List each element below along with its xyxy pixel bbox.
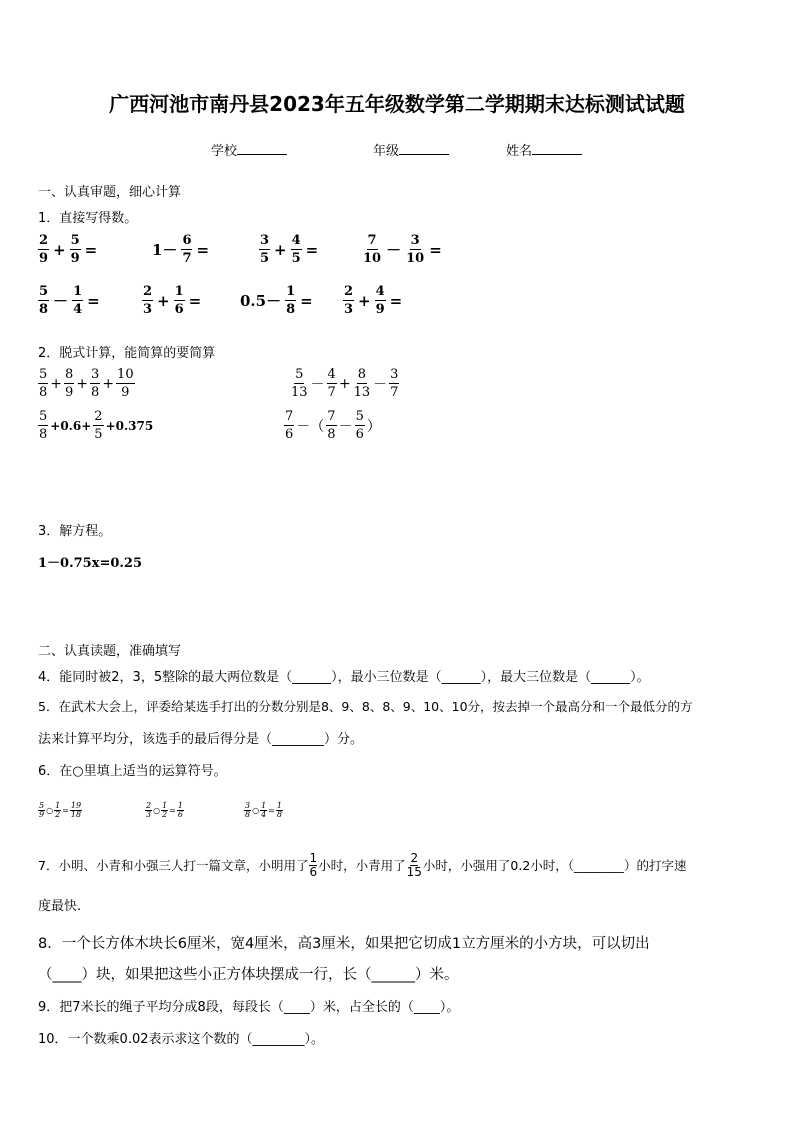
fraction: $\frac{3}{7}$ — [390, 367, 399, 400]
fraction: $\frac{3}{10}$ — [406, 233, 425, 266]
grade-label: 年级 — [373, 144, 400, 159]
q2-expression-4: $\frac{7}{6}$ －（ $\frac{7}{8}$ － $\frac{5}{6}$ ） — [285, 409, 381, 442]
section-1-heading: 一、认真审题，细心计算 — [38, 185, 182, 200]
fraction: $\frac{1}{6}$ — [177, 801, 183, 819]
fraction: $\frac{7}{10}$ — [363, 233, 382, 266]
q8-text-line-1: 8．一个长方体木块长6厘米，宽4厘米，高3厘米，如果把它切成1立方厘米的小方块，可以切出 — [38, 936, 650, 952]
operator-circle[interactable]: ○ — [153, 806, 161, 815]
q8-text-line-2: （____）块，如果把这些小正方体块摆成一行，长（______）米。 — [38, 967, 459, 983]
q6-item-1: $\frac{5}{9}$ ○ $\frac{1}{2}$ = $\frac{19}{18}$ — [39, 801, 82, 819]
fraction: $\frac{5}{8}$ — [39, 367, 48, 400]
q1-item-3: $\frac{3}{5}$ + $\frac{4}{5}$ = — [260, 233, 319, 266]
q1-item-6: $\frac{2}{3}$ + $\frac{1}{6}$ = — [143, 284, 202, 317]
fraction: $\frac{1}{2}$ — [55, 801, 61, 819]
q3-label: 3．解方程。 — [38, 524, 112, 539]
q5-text-line-2: 法来计算平均分，该选手的最后得分是（________）分。 — [38, 732, 364, 747]
fraction: $\frac{1}{8}$ — [286, 284, 296, 317]
q6-label: 6．在○里填上适当的运算符号。 — [38, 764, 227, 779]
fraction: $\frac{1}{4}$ — [261, 801, 267, 819]
fraction: 1 6 — [309, 851, 318, 879]
q1-item-2: 1－ $\frac{6}{7}$ = — [152, 233, 210, 266]
fraction: $\frac{1}{8}$ — [276, 801, 282, 819]
operator-circle[interactable]: ○ — [46, 806, 54, 815]
q6-item-2: $\frac{2}{3}$ ○ $\frac{1}{2}$ = $\frac{1}{6}$ — [146, 801, 183, 819]
q7-text-line-1: 7．小明、小青和小强三人打一篇文章，小明用了 1 6 小时，小青用了 2 15 小时，小强用了0.2小时，（________）的打字速 — [38, 851, 687, 879]
fraction: $\frac{8}{9}$ — [65, 367, 74, 400]
q10-text: 10．一个数乘0.02表示求这个数的（________）。 — [38, 1032, 324, 1047]
fraction: $\frac{3}{8}$ — [91, 367, 100, 400]
fraction: $\frac{19}{18}$ — [70, 801, 82, 819]
page-title: 广西河池市南丹县2023年五年级数学第二学期期末达标测试试题 — [109, 92, 685, 116]
name-blank[interactable] — [532, 142, 582, 155]
fraction: $\frac{1}{6}$ — [174, 284, 184, 317]
name-label: 姓名 — [506, 144, 533, 159]
school-field — [211, 140, 287, 159]
q2-expression-2: $\frac{5}{13}$ － $\frac{4}{7}$ + $\frac{8}{13}$ － $\frac{3}{7}$ — [291, 367, 399, 400]
fraction: $\frac{1}{2}$ — [162, 801, 168, 819]
q7-text-line-2: 度最快. — [38, 899, 82, 914]
fraction: $\frac{6}{7}$ — [182, 233, 192, 266]
fraction: $\frac{5}{6}$ — [355, 409, 364, 442]
fraction: $\frac{2}{3}$ — [344, 284, 354, 317]
fraction: $\frac{10}{9}$ — [117, 367, 134, 400]
fraction: $\frac{5}{8}$ — [39, 409, 48, 442]
q5-text-line-1: 5．在武术大会上，评委给某选手打出的分数分别是8、9、8、8、9、10、10分，按去掉一个最高分和一个最低分的方 — [38, 699, 693, 714]
grade-blank[interactable] — [399, 142, 449, 155]
q2-expression-1: $\frac{5}{8}$ + $\frac{8}{9}$ + $\frac{3}{8}$ + $\frac{10}{9}$ — [39, 367, 134, 400]
name-field — [506, 140, 582, 159]
fraction: $\frac{7}{8}$ — [327, 409, 336, 442]
q1-item-1: $\frac{2}{9}$ + $\frac{5}{9}$ = — [39, 233, 98, 266]
fraction: $\frac{7}{6}$ — [285, 409, 294, 442]
operator-circle[interactable]: ○ — [252, 806, 260, 815]
fraction: $\frac{5}{9}$ — [39, 801, 45, 819]
fraction: 2 15 — [406, 851, 422, 879]
q1-label: 1．直接写得数。 — [38, 211, 138, 226]
school-blank[interactable] — [237, 142, 287, 155]
fraction: $\frac{4}{5}$ — [291, 233, 301, 266]
q9-text: 9．把7米长的绳子平均分成8段，每段长（____）米，占全长的（____）。 — [38, 1000, 460, 1015]
q1-item-8: $\frac{2}{3}$ + $\frac{4}{9}$ = — [344, 284, 403, 317]
fraction: $\frac{3}{5}$ — [260, 233, 270, 266]
section-2-heading: 二、认真读题，准确填写 — [38, 644, 182, 659]
q1-item-4: $\frac{7}{10}$ － $\frac{3}{10}$ = — [363, 233, 442, 266]
q4-text: 4．能同时被2，3，5整除的最大两位数是（______），最小三位数是（______），最大三位数是（______）。 — [38, 670, 650, 685]
school-label: 学校 — [211, 144, 238, 159]
fraction: $\frac{2}{3}$ — [146, 801, 152, 819]
fraction: $\frac{1}{4}$ — [73, 284, 83, 317]
q3-equation: 1－0.75x=0.25 — [38, 556, 143, 571]
q2-expression-3: $\frac{5}{8}$ +0.6+ $\frac{2}{5}$ +0.375 — [39, 409, 154, 442]
q2-label: 2．脱式计算，能简算的要简算 — [38, 346, 216, 361]
fraction: $\frac{3}{8}$ — [245, 801, 251, 819]
fraction: $\frac{5}{9}$ — [70, 233, 80, 266]
fraction: $\frac{8}{13}$ — [353, 367, 371, 400]
grade-field — [373, 140, 449, 159]
fraction: $\frac{2}{3}$ — [143, 284, 153, 317]
fraction: $\frac{2}{9}$ — [39, 233, 49, 266]
fraction: $\frac{4}{7}$ — [327, 367, 336, 400]
fraction: $\frac{2}{5}$ — [94, 409, 103, 442]
fraction: $\frac{5}{8}$ — [39, 284, 49, 317]
fraction: $\frac{4}{9}$ — [375, 284, 385, 317]
q1-item-7: 0.5－ $\frac{1}{8}$ = — [240, 284, 313, 317]
fraction: $\frac{5}{13}$ — [291, 367, 308, 400]
q6-item-3: $\frac{3}{8}$ ○ $\frac{1}{4}$ = $\frac{1}{8}$ — [245, 801, 282, 819]
q1-item-5: $\frac{5}{8}$ － $\frac{1}{4}$ = — [39, 284, 100, 317]
